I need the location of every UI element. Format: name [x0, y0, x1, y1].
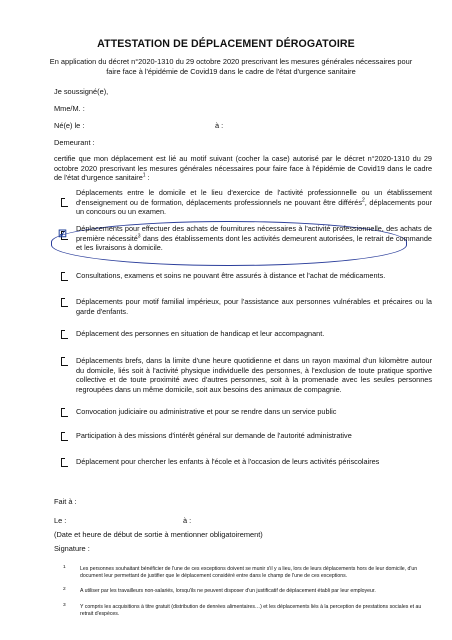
- option-text: Déplacements pour motif familial impérieux, pour l'assistance aux personnes vulnérables et précaires ou la garde d'enfants.: [76, 297, 432, 316]
- option-text: Déplacements pour effectuer des achats de fournitures nécessaires à l'activité professionnelle, des achats de première nécessité: [76, 224, 432, 243]
- checkbox-health[interactable]: [61, 272, 68, 281]
- option-text: Convocation judiciaire ou administrative et pour se rendre dans un service public: [76, 407, 337, 416]
- option-judicial: [76, 407, 432, 417]
- signature-field-label[interactable]: Signature :: [54, 544, 90, 553]
- document-title: ATTESTATION DE DÉPLACEMENT DÉROGATOIRE: [97, 38, 355, 50]
- birthdate-field-label[interactable]: Né(e) le :: [54, 121, 85, 130]
- option-text: Consultations, examens et soins ne pouvant être assurés à distance et l'achat de médicaments.: [76, 271, 386, 280]
- option-family: [76, 297, 432, 316]
- option-text-cont: dans des établissements dont les activités demeurent autorisées, le retrait de commande et les livraisons à domicile.: [76, 233, 432, 253]
- option-text-cont: , déplacements pour un concours ou un examen.: [76, 197, 432, 217]
- footnote-3: Y compris les acquisitions à titre gratuit (distribution de denrées alimentaires…) et les déplacements liés à la perception de prestations sociales et au retrait d'espèces.: [80, 604, 422, 617]
- checkbox-general-interest[interactable]: [61, 432, 68, 441]
- option-text: Déplacement des personnes en situation de handicap et leur accompagnant.: [76, 329, 325, 338]
- option-health: [76, 271, 432, 281]
- footnote-ref-1: 1: [142, 172, 146, 179]
- footnote-number: 2: [63, 587, 66, 592]
- certify-paragraph: [54, 154, 432, 183]
- footnote-ref-2: 2: [362, 197, 365, 204]
- footnote-1: Les personnes souhaitant bénéficier de l'une de ces exceptions doivent se munir s'il y a lieu, lors de leurs déplacements hors de leur domicile, d'un document leur permettant de justifier que le déplacement considéré entre dans le champ de l'une de ces exceptions.: [80, 566, 418, 579]
- name-field-label[interactable]: Mme/M. :: [54, 104, 85, 113]
- footnote-2: A utiliser par les travailleurs non-salariés, lorsqu'ils ne peuvent disposer d'un justificatif de déplacement établi par leur employeur.: [80, 588, 376, 594]
- checkbox-work[interactable]: [61, 198, 68, 207]
- option-text: Déplacements entre le domicile et le lieu d'exercice de l'activité professionnelle ou un établissement d'enseignement ou de formation, déplacements professionnels ne pouvant être différés: [76, 188, 432, 207]
- time-field-label[interactable]: à :: [183, 516, 192, 525]
- certify-colon: :: [145, 173, 150, 183]
- option-exercise: [76, 356, 432, 394]
- checkbox-exercise[interactable]: [61, 357, 68, 366]
- soussigne-label: Je soussigné(e),: [54, 87, 109, 96]
- option-purchases: [76, 224, 432, 253]
- option-school: [76, 457, 432, 467]
- fait-a-field-label[interactable]: Fait à :: [54, 497, 77, 506]
- checkbox-handicap[interactable]: [61, 330, 68, 339]
- intro-paragraph: En application du décret n°2020-1310 du 29 octobre 2020 prescrivant les mesures générales nécessaires pour faire face à l'épidémie de Covid19 dans le cadre de l'état d'urgence sanitaire: [49, 57, 413, 76]
- checkbox-school[interactable]: [61, 458, 68, 467]
- date-field-label[interactable]: Le :: [54, 516, 67, 525]
- option-work: [76, 188, 432, 217]
- footnote-number: 3: [63, 603, 66, 608]
- option-text: Déplacement pour chercher les enfants à l'école et à l'occasion de leurs activités périscolaires: [76, 457, 380, 466]
- checkmark-icon: ☑: [58, 229, 67, 240]
- option-text: Participation à des missions d'intérêt général sur demande de l'autorité administrative: [76, 431, 352, 440]
- date-note: (Date et heure de début de sortie à mentionner obligatoirement): [54, 530, 263, 539]
- birthplace-field-label[interactable]: à :: [215, 121, 224, 130]
- certify-text: certifie que mon déplacement est lié au motif suivant (cocher la case) autorisé par le décret n°2020-1310 du 29 octobre 2020 prescrivant les mesures générales nécessaires pour faire face à l'épidémie de Covid19 dans le cadre de l'état d'urgence sanitaire: [54, 154, 432, 183]
- option-text: Déplacements brefs, dans la limite d'une heure quotidienne et dans un rayon maximal d'un kilomètre autour du domicile, liés soit à l'activité physique individuelle des personnes, à l'exclusion de toute pratique sportive collective et de toute proximité avec d'autres personnes, soit à la promenade avec les seules personnes regroupées dans un même domicile, soit aux besoins des animaux de compagnie.: [76, 356, 432, 394]
- checkbox-family[interactable]: [61, 298, 68, 307]
- option-general-interest: [76, 431, 432, 441]
- address-field-label[interactable]: Demeurant :: [54, 138, 95, 147]
- checkbox-judicial[interactable]: [61, 408, 68, 417]
- footnote-number: 1: [63, 565, 66, 570]
- footnote-ref-3: 3: [137, 233, 141, 240]
- option-handicap: [76, 329, 432, 339]
